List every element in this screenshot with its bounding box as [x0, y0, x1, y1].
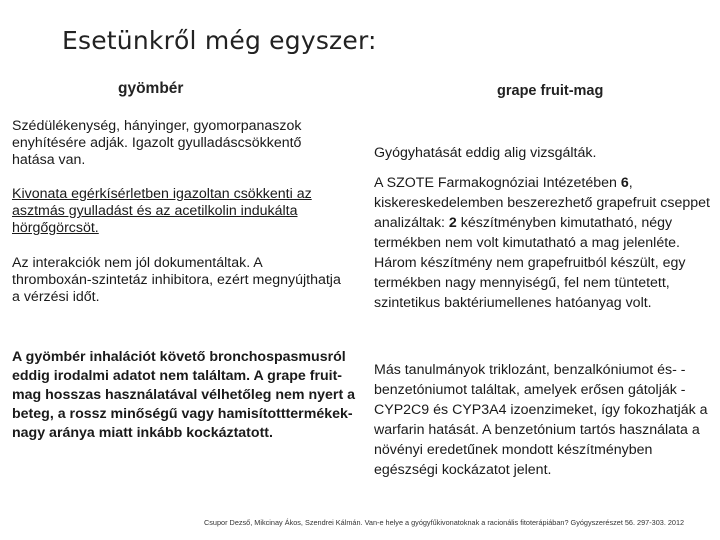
- product-count: 6: [620, 175, 629, 191]
- right-paragraph-other-studies: Más tanulmányok triklozánt, benzalkóniumot és- - benzetóniumot találtak, amelyek erősen gátolják -CYP2C9 és CYP3A4 izoenzimeket, így fokozhatják a warfarin hatását. A benzetónium tartós használata a növényi eredetűnek mondott készítményben egészségi kockázatot jelent.: [374, 362, 708, 478]
- right-paragraph-szote-study: [374, 173, 714, 313]
- szote-text-b: , kiskereskedelemben beszerezhető grapefruit cseppet analizáltak:: [374, 175, 710, 231]
- right-paragraph-intro: Gyógyhatását eddig alig vizsgálták.: [374, 145, 597, 161]
- left-column-heading: gyömbér: [118, 80, 184, 97]
- left-paragraph-conclusion: A gyömbér inhalációt követő bronchospasmusról eddig irodalmi adatot nem találtam. A grape fruit-mag hosszas használatával vélhetőleg nem nyert a beteg, a rossz minőségű vagy hamisítotttermékek- nagy aránya miatt inkább kockáztatott.: [12, 349, 356, 441]
- reference-citation: Csupor Dezső, Mikcinay Ákos, Szendrei Kálmán. Van-e helye a gyógyfűkivonatoknak a racionális fitoterápiában? Gyógyszerészet 56. 297-303. 2012: [204, 518, 685, 527]
- szote-text-c: készítményben kimutatható, négy termékben nem volt kimutatható a mag jelenléte. Három készítmény nem grapefruitból készült, egy termékben nagy mennyiségű, fel nem tüntetett, szintetikus baktériumellenes hatóanyag volt.: [374, 215, 686, 311]
- right-column-heading: grape fruit-mag: [497, 83, 604, 99]
- slide-title: Esetünkről még egyszer:: [62, 26, 377, 55]
- left-paragraph-mouse-study: Kivonata egérkísérletben igazoltan csökkenti az asztmás gyulladást és az acetilkolin indukálta hörgőgörcsöt.: [12, 186, 312, 236]
- left-paragraph-effects: Szédülékenység, hányinger, gyomorpanaszok enyhítésére adják. Igazolt gyulladáscsökkentő hatása van.: [12, 118, 302, 168]
- positive-count: 2: [448, 215, 457, 231]
- szote-text-a: A SZOTE Farmakognóziai Intézetében: [374, 175, 621, 191]
- left-paragraph-interactions: Az interakciók nem jól dokumentáltak. A thromboxán-szintetáz inhibitora, ezért megnyújthatja a vérzési időt.: [12, 255, 341, 305]
